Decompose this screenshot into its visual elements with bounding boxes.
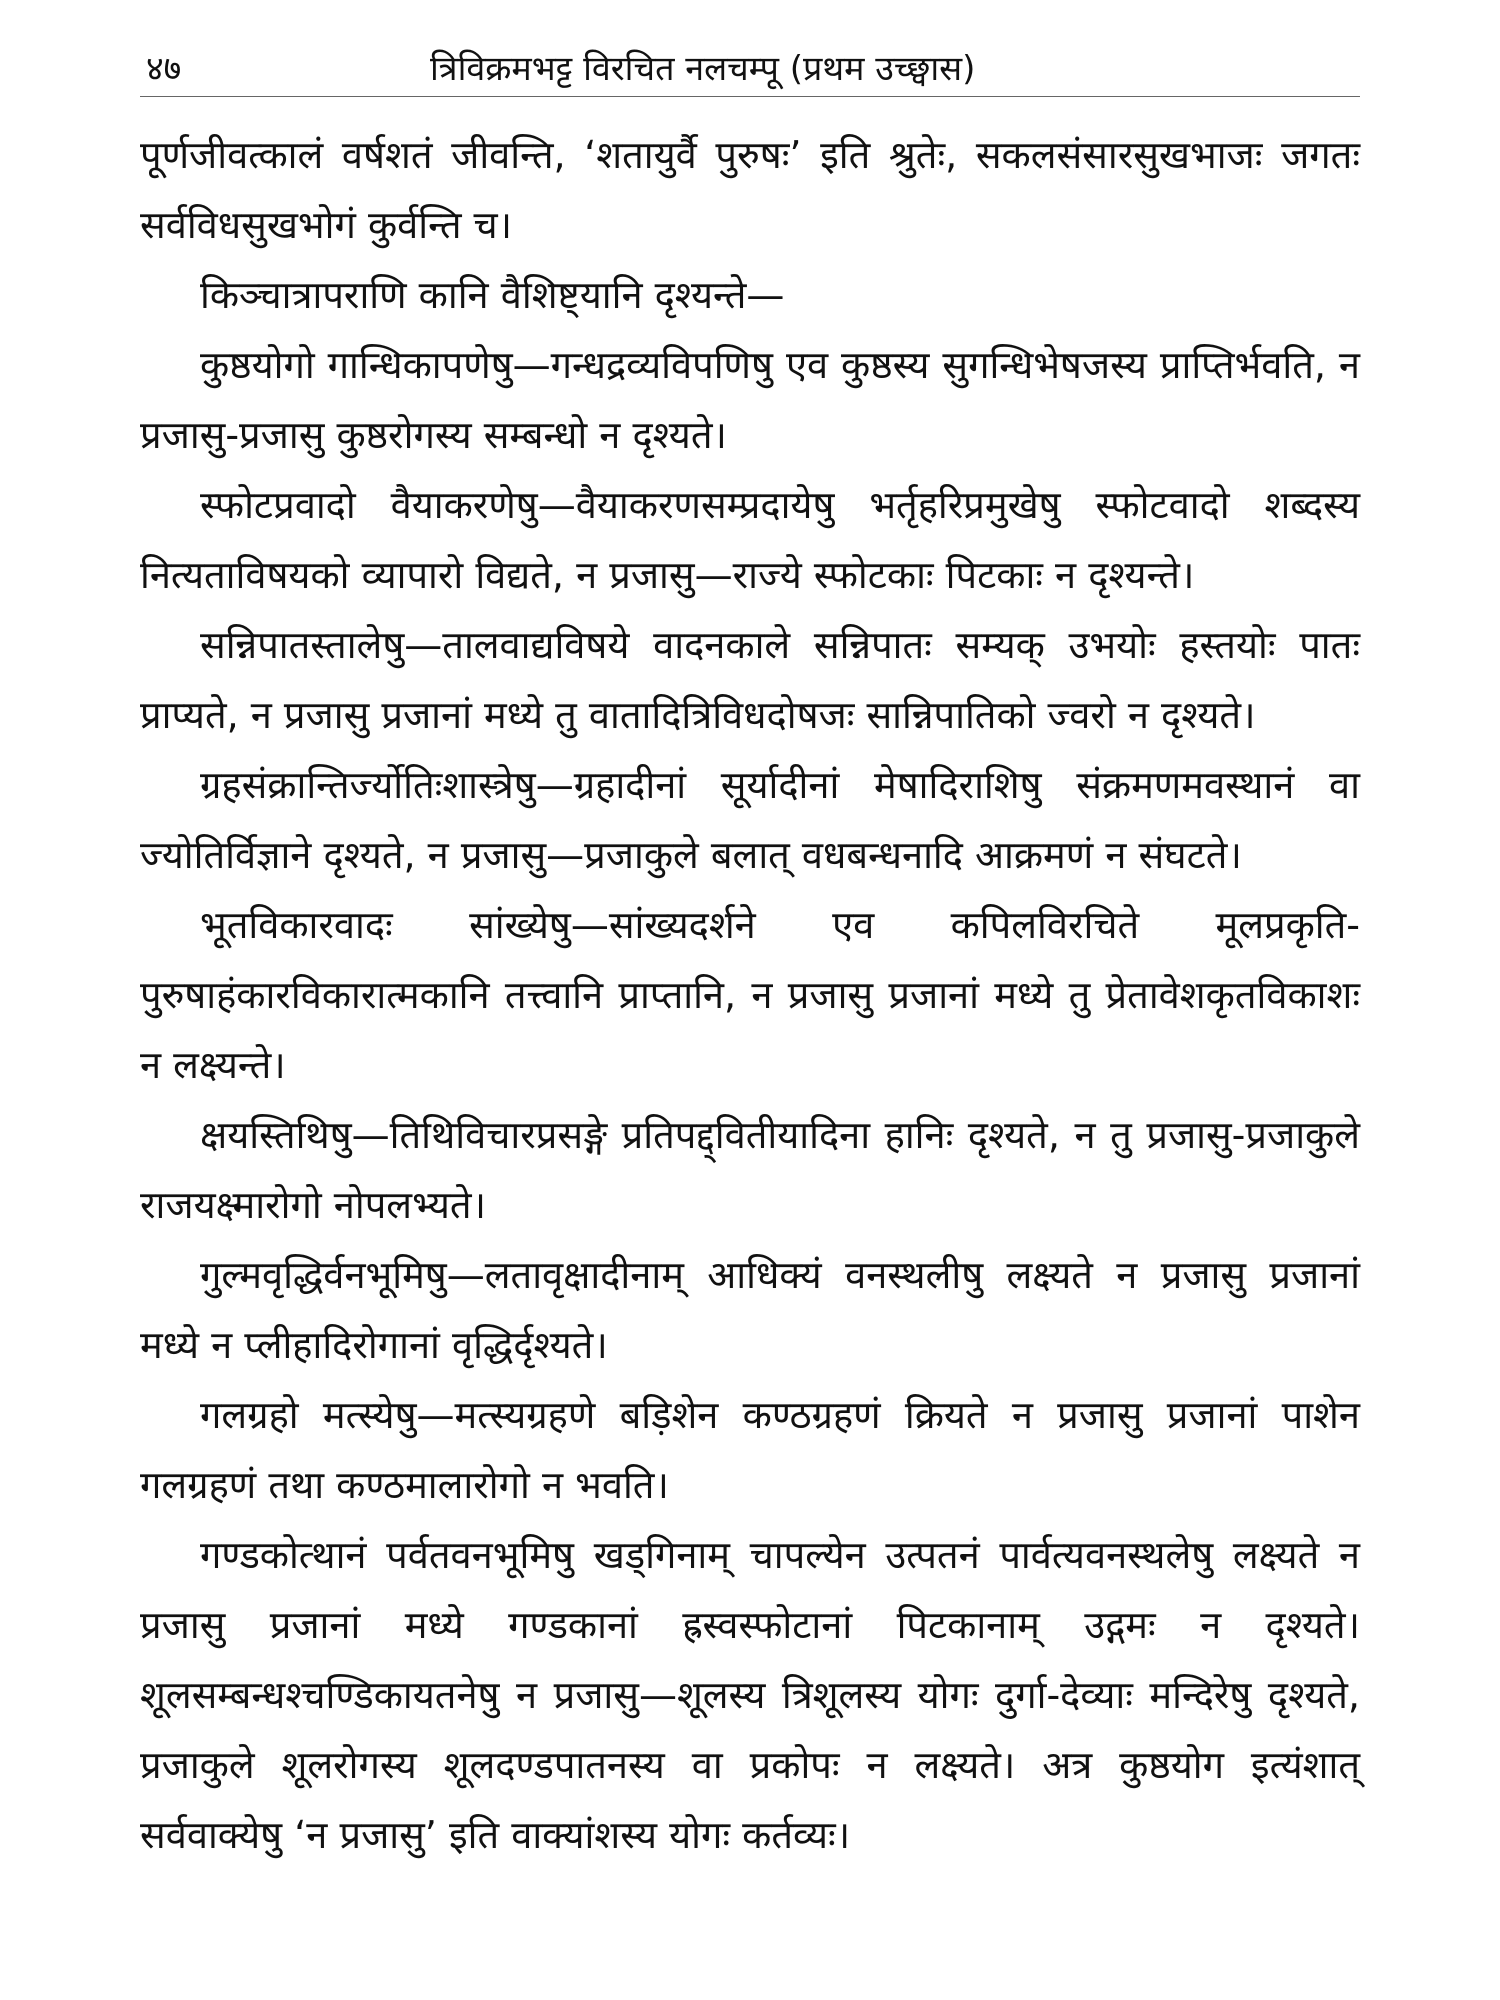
running-title: त्रिविक्रमभट्ट विरचित नलचम्पू (प्रथम उच्छ्वास) [430, 49, 976, 89]
paragraph: ग्रहसंक्रान्तिर्ज्योतिःशास्त्रेषु—ग्रहादीनां सूर्यादीनां मेषादिराशिषु संक्रमणमवस्थानं वा ज्योतिर्विज्ञाने दृश्यते, न प्रजासु—प्रजाकुले बलात् वधबन्धनादि आक्रमणं न संघटते। [140, 763, 1360, 877]
paragraph: पूर्णजीवत्कालं वर्षशतं जीवन्ति, ‘शतायुर्वै पुरुषः’ इति श्रुतेः, सकलसंसारसुखभाजः जगतः सर्वविधसुखभोगं कुर्वन्ति च। [140, 133, 1360, 247]
paragraph: कुष्ठयोगो गान्धिकापणेषु—गन्धद्रव्यविपणिषु एव कुष्ठस्य सुगन्धिभेषजस्य प्राप्तिर्भवति, न प्रजासु-प्रजासु कुष्ठरोगस्य सम्बन्धो न दृश्यते। [140, 343, 1360, 457]
paragraph: गलग्रहो मत्स्येषु—मत्स्यग्रहणे बड़िशेन कण्ठग्रहणं क्रियते न प्रजासु प्रजानां पाशेन गलग्रहणं तथा कण्ठमालारोगो न भवति। [140, 1393, 1360, 1507]
paragraph: गण्डकोत्थानं पर्वतवनभूमिषु खड्गिनाम् चापल्येन उत्पतनं पार्वत्यवनस्थलेषु लक्ष्यते न प्रजासु प्रजानां मध्ये गण्डकानां ह्रस्वस्फोटानां पिटकानाम् उद्गमः न दृश्यते। शूलसम्बन्धश्चण्डिकायतनेषु न प्रजासु—शूलस्य त्रिशूलस्य योगः दुर्गा-देव्याः मन्दिरेषु दृश्यते, प्रजाकुले शूलरोगस्य शूलदण्डपातनस्य वा प्रकोपः न लक्ष्यते। अत्र कुष्ठयोग इत्यंशात् सर्ववाक्येषु ‘न प्रजासु’ इति वाक्यांशस्य योगः कर्तव्यः। [140, 1533, 1360, 1857]
page-body [140, 120, 1360, 1870]
page-number: ४७ [146, 49, 182, 89]
paragraph: क्षयस्तिथिषु—तिथिविचारप्रसङ्गे प्रतिपद्द्वितीयादिना हानिः दृश्यते, न तु प्रजासु-प्रजाकुले राजयक्ष्मारोगो नोपलभ्यते। [140, 1113, 1360, 1227]
paragraph: सन्निपातस्तालेषु—तालवाद्यविषये वादनकाले सन्निपातः सम्यक् उभयोः हस्तयोः पातः प्राप्यते, न प्रजासु प्रजानां मध्ये तु वातादित्रिविधदोषजः सान्निपातिको ज्वरो न दृश्यते। [140, 623, 1360, 737]
paragraph: किञ्चात्रापराणि कानि वैशिष्ट्यानि दृश्यन्ते— [200, 273, 785, 317]
paragraph: स्फोटप्रवादो वैयाकरणेषु—वैयाकरणसम्प्रदायेषु भर्तृहरिप्रमुखेषु स्फोटवादो शब्दस्य नित्यताविषयको व्यापारो विद्यते, न प्रजासु—राज्ये स्फोटकाः पिटकाः न दृश्यन्ते। [140, 483, 1360, 597]
page-header [140, 36, 1360, 97]
paragraph: भूतविकारवादः सांख्येषु—सांख्यदर्शने एव कपिलविरचिते मूलप्रकृति-पुरुषाहंकारविकारात्मकानि तत्त्वानि प्राप्तानि, न प्रजासु प्रजानां मध्ये तु प्रेतावेशकृतविकाशः न लक्ष्यन्ते। [140, 903, 1360, 1087]
paragraph: गुल्मवृद्धिर्वनभूमिषु—लतावृक्षादीनाम् आधिक्यं वनस्थलीषु लक्ष्यते न प्रजासु प्रजानां मध्ये न प्लीहादिरोगानां वृद्धिर्दृश्यते। [140, 1253, 1360, 1367]
